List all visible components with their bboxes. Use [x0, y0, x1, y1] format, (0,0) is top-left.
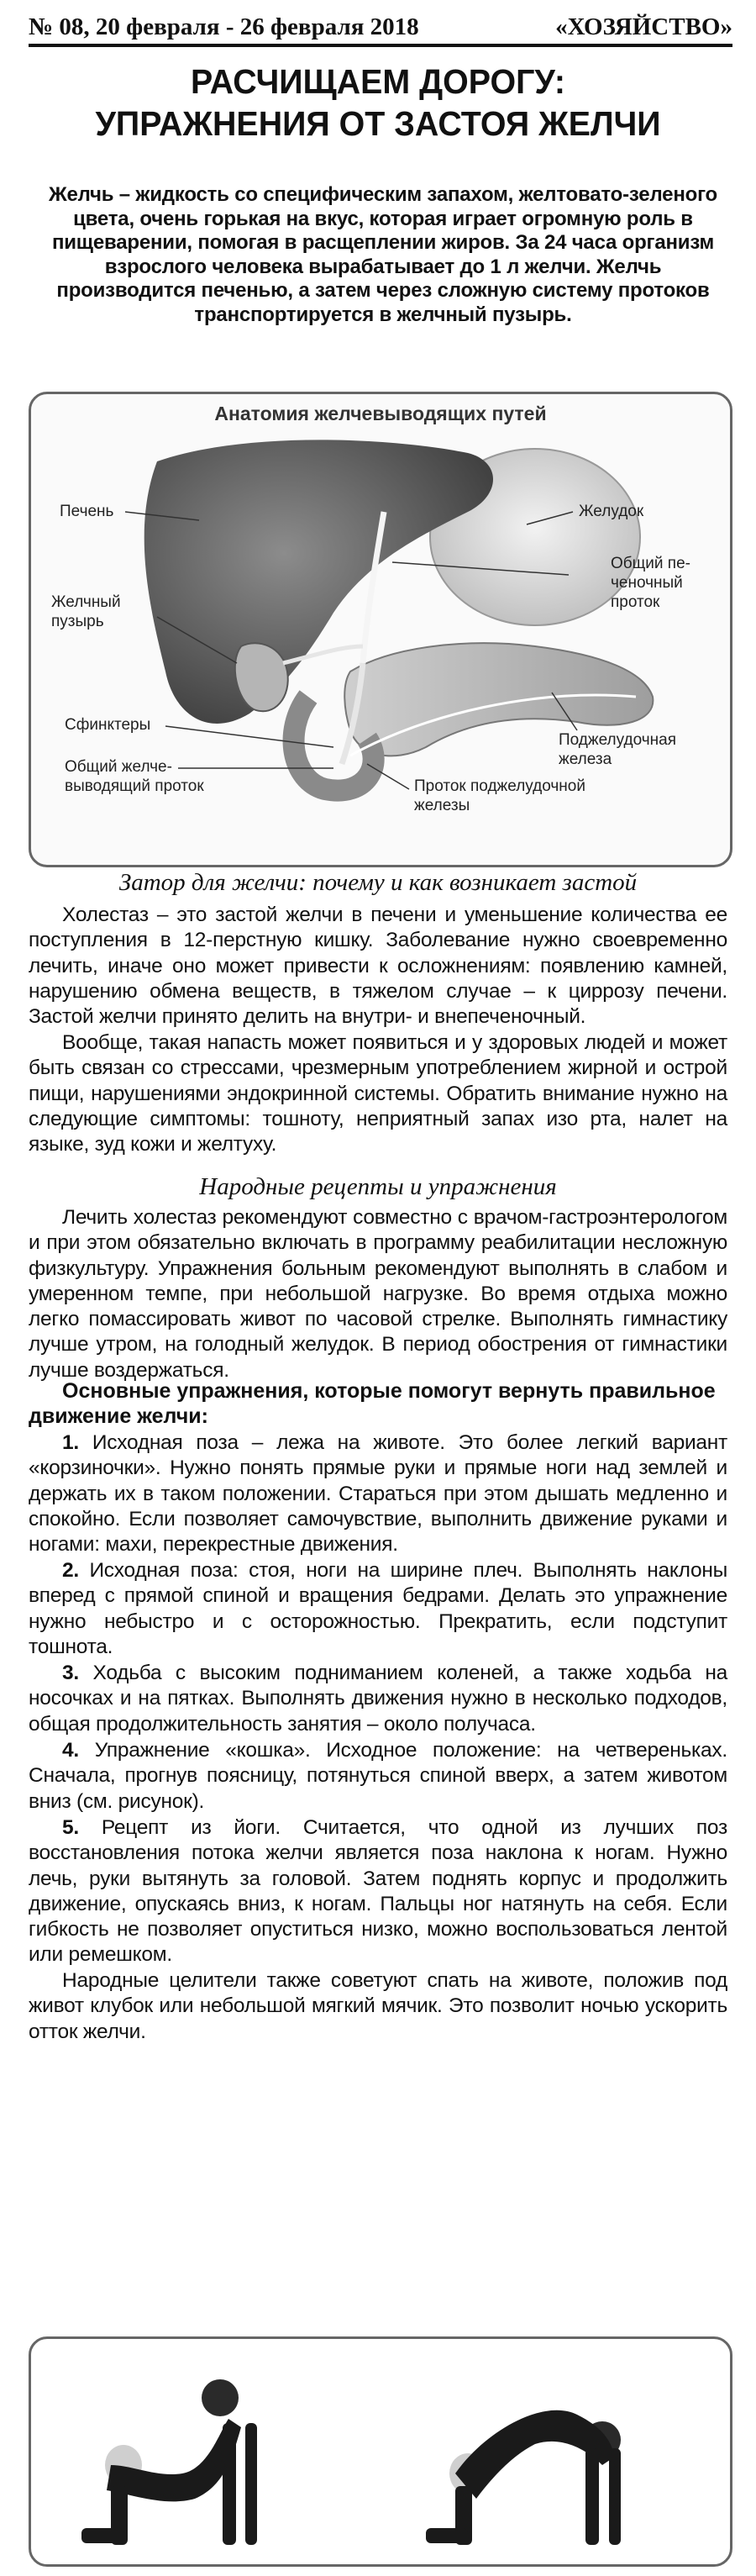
- figure-title: Анатомия желчевыводящих путей: [214, 403, 547, 424]
- label-pancreas: Поджелудочная железа: [559, 731, 676, 768]
- paragraph-symptoms: Вообще, такая напасть может появиться и у здоровых людей и может быть связан со стрессами, чрезмерным употреблением жирной и острой пищи, нарушениями эндокринной системы. Обратить внимание нужно на следующие симптомы: тошноту, неприятный запах изо рта, налет на языке, зуд кожи и желтуху.: [29, 1031, 727, 1156]
- headline-line-1: РАСЧИЩАЕМ ДОРОГУ:: [190, 62, 566, 101]
- label-common-bile-duct: Общий желче- выводящий проток: [65, 758, 204, 795]
- label-sphincters: Сфинктеры: [65, 716, 151, 734]
- exercise-number: 2.: [62, 1559, 79, 1582]
- anatomy-figure: [29, 392, 732, 867]
- label-pancreatic-duct: Проток поджелудочной железы: [414, 777, 585, 814]
- exercise-text: Исходная поза – лежа на животе. Это более легкий вариант «корзиночки». Нужно понять прямые руки и прямые ноги над землей и держать их в таком положении. Стараться при этом дышать медленно и спокойно. Если позволяет самочувствие, выполнить движение руками и ногами: махи, перекрестные движения.: [29, 1431, 728, 1557]
- article-lead: Желчь – жидкость со специфическим запахом, желтовато-зеленого цвета, очень горькая на вкус, которая играет огромную роль в пищеварении, помогая в расщеплении жиров. За 24 часа организм взрослого человека вырабатывает до 1 л желчи. Желчь производится печенью, а затем через сложную систему протоков транспортируется в желчный пузырь.: [48, 183, 718, 326]
- section-rubric: «ХОЗЯЙСТВО»: [555, 13, 732, 40]
- exercises-heading: Основные упражнения, которые помогут вернуть правильное движение желчи:: [29, 1379, 716, 1428]
- cat-pose-figure-1: [81, 2379, 257, 2545]
- headline-line-2: УПРАЖНЕНИЯ ОТ ЗАСТОЯ ЖЕЛЧИ: [95, 104, 661, 143]
- exercise-text: Рецепт из йоги. Считается, что одной из лучших поз восстановления потока желчи является поза наклона к ногам. Нужно лечь, руки вытянуть за головой. Затем поднять корпус и продолжить движение, опускаясь вниз, к ногам. Пальцы ног натянуть на себя. Если гибкость не позволяет опуститься низко, можно воспользоваться лентой или ремешком.: [29, 1816, 727, 1967]
- cat-pose-figures: [31, 2339, 730, 2564]
- cat-pose-figure-2: [426, 2410, 621, 2545]
- exercise-item: [29, 1558, 727, 1660]
- section-heading-remedies: Народные рецепты и упражнения: [199, 1173, 557, 1200]
- article-headline: [31, 61, 725, 145]
- label-stomach: Желудок: [579, 503, 644, 520]
- exercise-item: [29, 1661, 727, 1737]
- exercise-number: 1.: [62, 1431, 79, 1454]
- exercise-text: Ходьба с высоким подниманием коленей, а также ходьба на носочках и на пятках. Выполнять движения нужно в несколько подходов, общая продолжительность занятия – около получаса.: [29, 1662, 728, 1736]
- cat-exercise-illustration: [29, 2336, 732, 2567]
- label-liver: Печень: [60, 503, 114, 520]
- exercise-item: [29, 1815, 727, 1968]
- page-header: [29, 12, 732, 47]
- label-gallbladder: Желчный пузырь: [51, 593, 121, 630]
- closing-paragraph: Народные целители также советуют спать на животе, положив под живот клубок или небольшой мягкий мячик. Это позволит ночью ускорить отток желчи.: [29, 1969, 727, 2043]
- section-heading-stasis: Затор для желчи: почему и как возникает застой: [118, 869, 638, 896]
- exercise-item: [29, 1430, 727, 1557]
- exercise-number: 3.: [62, 1662, 79, 1684]
- exercise-number: 5.: [62, 1816, 79, 1839]
- exercise-text: Исходная поза: стоя, ноги на ширине плеч. Выполнять наклоны вперед с прямой спиной и вращения бедрами. Делать это упражнение нужно небыстро и с осторожностью. Прекратить, если подступит тошнота.: [29, 1559, 727, 1658]
- label-common-hepatic-duct: Общий пе- ченочный проток: [611, 555, 690, 611]
- exercise-number: 4.: [62, 1739, 79, 1762]
- paragraph-treatment: Лечить холестаз рекомендуют совместно с врачом-гастроэнтерологом и при этом обязательно включать в программу реабилитации несложную физкультуру. Упражнения больным рекомендуют выполнять в слабом и умеренном темпе, при небольшой нагрузке. Во время отдыха можно легко помассировать живот по часовой стрелке. Выполнять гимнастику лучше утром, на голодный желудок. В период обострения от гимнастики лучше воздержаться.: [29, 1206, 727, 1382]
- issue-date: № 08, 20 февраля - 26 февраля 2018: [29, 13, 419, 40]
- exercise-item: [29, 1738, 727, 1815]
- exercise-text: Упражнение «кошка». Исходное положение: на четвереньках. Сначала, прогнув поясницу, потянуться спиной вверх, а затем животом вниз (см. рисунок).: [29, 1739, 727, 1813]
- paragraph-cholestasis: Холестаз – это застой желчи в печени и уменьшение количества ее поступления в 12-перстную кишку. Заболевание нужно своевременно лечить, иначе оно может привести к осложнениям: появлению камней, нарушению обмена веществ, в тяжелом случае – к циррозу печени. Застой желчи принято делить на внутри- и внепеченочный.: [29, 903, 727, 1029]
